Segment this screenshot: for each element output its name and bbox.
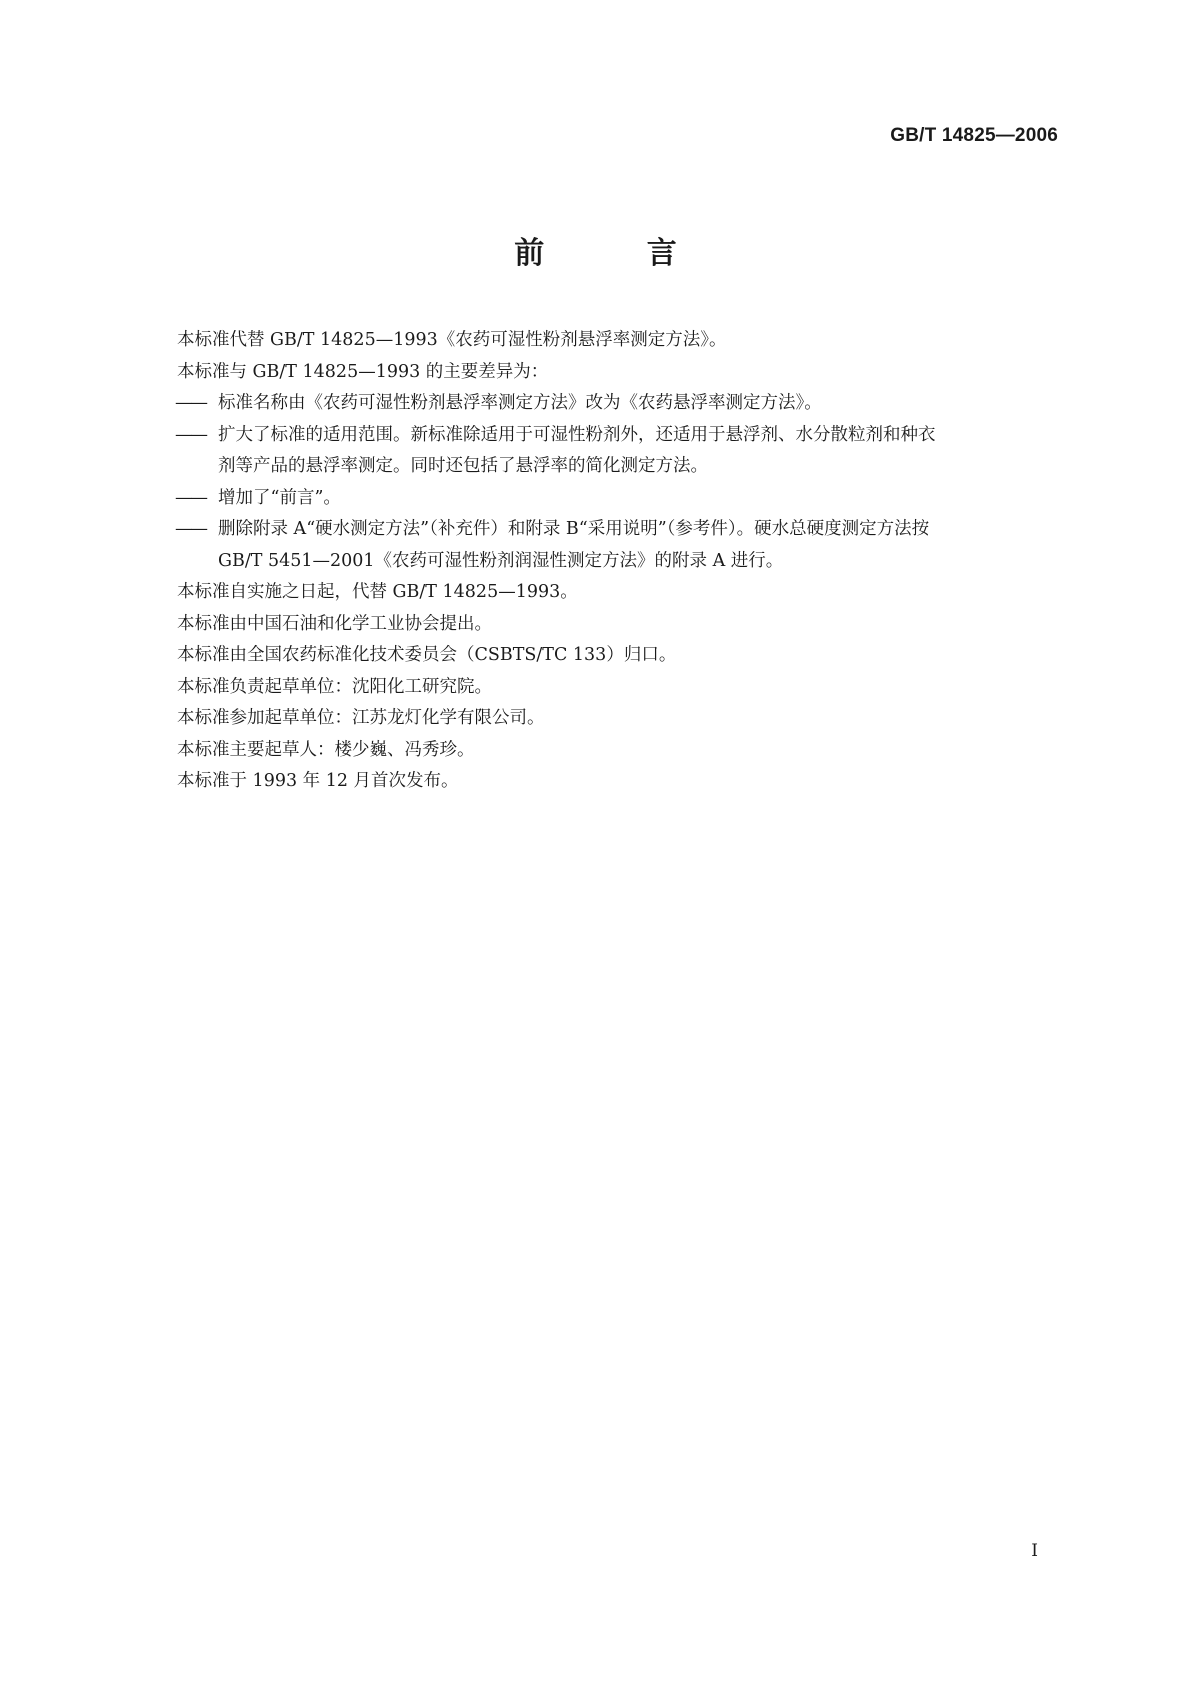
list-item — [175, 514, 1062, 577]
page-title: 前 言 — [514, 236, 723, 271]
list-item-line: 增加了“前言”。 — [218, 487, 341, 508]
paragraph-participating-unit: 本标准参加起草单位：江苏龙灯化学有限公司。 — [177, 708, 545, 728]
list-item-line: 删除附录 A“硬水测定方法”（补充件）和附录 B“采用说明”（参考件）。硬水总硬度测定方法按 — [218, 519, 930, 539]
dash-mark: —— — [175, 519, 206, 539]
paragraph-effective: 本标准自实施之日起，代替 GB/T 14825—1993。 — [177, 582, 578, 602]
dash-mark: —— — [175, 393, 206, 413]
list-item — [175, 420, 1062, 483]
paragraph-under-jurisdiction: 本标准由全国农药标准化技术委员会（CSBTS/TC 133）归口。 — [177, 645, 677, 665]
dash-mark: —— — [175, 424, 206, 445]
page-number: I — [1031, 1541, 1038, 1561]
list-item-line: 剂等产品的悬浮率测定。同时还包括了悬浮率的简化测定方法。 — [218, 456, 708, 476]
standard-code: GB/T 14825—2006 — [890, 125, 1058, 146]
paragraph-proposed-by: 本标准由中国石油和化学工业协会提出。 — [177, 613, 492, 634]
list-item — [175, 388, 1062, 420]
paragraph-drafters: 本标准主要起草人：楼少巍、冯秀珍。 — [177, 739, 475, 760]
paragraph-replaces: 本标准代替 GB/T 14825—1993《农药可湿性粉剂悬浮率测定方法》。 — [177, 330, 727, 350]
paragraph-drafting-unit: 本标准负责起草单位：沈阳化工研究院。 — [177, 676, 492, 697]
list-item-line: 扩大了标准的适用范围。新标准除适用于可湿性粉剂外，还适用于悬浮剂、水分散粒剂和种衣 — [218, 424, 936, 445]
paragraph-differences-intro: 本标准与 GB/T 14825—1993 的主要差异为： — [177, 361, 549, 382]
dash-mark: —— — [175, 487, 206, 508]
foreword-body — [177, 325, 1062, 798]
list-item-line: GB/T 5451—2001《农药可湿性粉剂润湿性测定方法》的附录 A 进行。 — [218, 550, 784, 571]
list-item-line: 标准名称由《农药可湿性粉剂悬浮率测定方法》改为《农药悬浮率测定方法》。 — [218, 393, 822, 413]
paragraph-first-issued: 本标准于 1993 年 12 月首次发布。 — [177, 771, 459, 791]
list-item — [175, 483, 1062, 515]
